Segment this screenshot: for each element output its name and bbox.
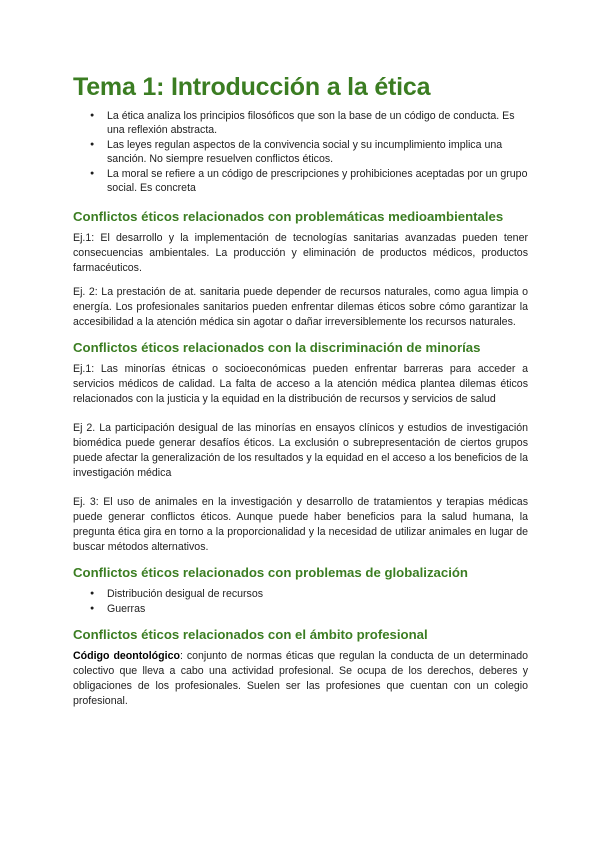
definition-paragraph (73, 649, 528, 709)
list-item: ● Las leyes regulan aspectos de la convivencia social y su incumplimiento implica una sanción. No siempre resuelven conflictos éticos. (107, 138, 528, 166)
section-heading-globalization: Conflictos éticos relacionados con problemas de globalización (73, 565, 468, 580)
section-heading-environment: Conflictos éticos relacionados con problemáticas medioambientales (73, 209, 504, 224)
definition-term: Código deontológico (73, 650, 180, 662)
section-heading-professional: Conflictos éticos relacionados con el ámbito profesional (73, 627, 428, 642)
definition-text: : conjunto de normas éticas que regulan la conducta de un determinado colectivo que lleva a cabo una actividad profesional. Se ocupa de los derechos, deberes y obligaciones de los profesionales. Suelen ser las profesiones que cuentan con un colegio profesional. (73, 650, 528, 707)
list-item: ● Guerras (107, 602, 528, 616)
paragraph: Ej.1: Las minorías étnicas o socioeconómicas pueden enfrentar barreras para acceder a servicios médicos de calidad. La falta de acceso a la atención médica plantea dilemas éticos relacionados con la justicia y la equidad en la distribución de recursos y servicios de salud (73, 363, 528, 405)
paragraph: Ej 2. La participación desigual de las minorías en ensayos clínicos y estudios de investigación biomédica puede generar desafíos éticos. La exclusión o subrepresentación de ciertos grupos puede afectar la generalización de los resultados y la equidad en el acceso a los beneficios de la investigación médica (73, 422, 528, 479)
paragraph: Ej. 2: La prestación de at. sanitaria puede depender de recursos naturales, como agua limpia o energía. Los profesionales sanitarios pueden enfrentar dilemas éticos sobre cómo garantizar la accesibilidad a la atención médica sin agotar o dañar irreversiblemente los recursos naturales. (73, 286, 528, 328)
list-item: ● Distribución desigual de recursos (107, 587, 528, 601)
paragraph: Ej. 3: El uso de animales en la investigación y desarrollo de tratamientos y terapias médicas puede generar conflictos éticos. Aunque puede haber beneficios para la salud humana, la pregunta ética gira en torno a la proporcionalidad y la necesidad de utilizar animales en lugar de buscar métodos alternativos. (73, 496, 528, 553)
list-item: ● La moral se refiere a un código de prescripciones y prohibiciones aceptadas por un grupo social. Es concreta (107, 167, 528, 195)
intro-bullet-list (73, 109, 528, 195)
list-item: ● La ética analiza los principios filosóficos que son la base de un código de conducta. Es una reflexión abstracta. (107, 109, 528, 137)
paragraph: Ej.1: El desarrollo y la implementación de tecnologías sanitarias avanzadas pueden tener consecuencias ambientales. La producción y eliminación de productos médicos, productos farmacéuticos. (73, 232, 528, 274)
section-heading-minorities: Conflictos éticos relacionados con la discriminación de minorías (73, 340, 481, 355)
globalization-bullet-list (73, 587, 528, 616)
page-title: Tema 1: Introducción a la ética (73, 73, 431, 101)
